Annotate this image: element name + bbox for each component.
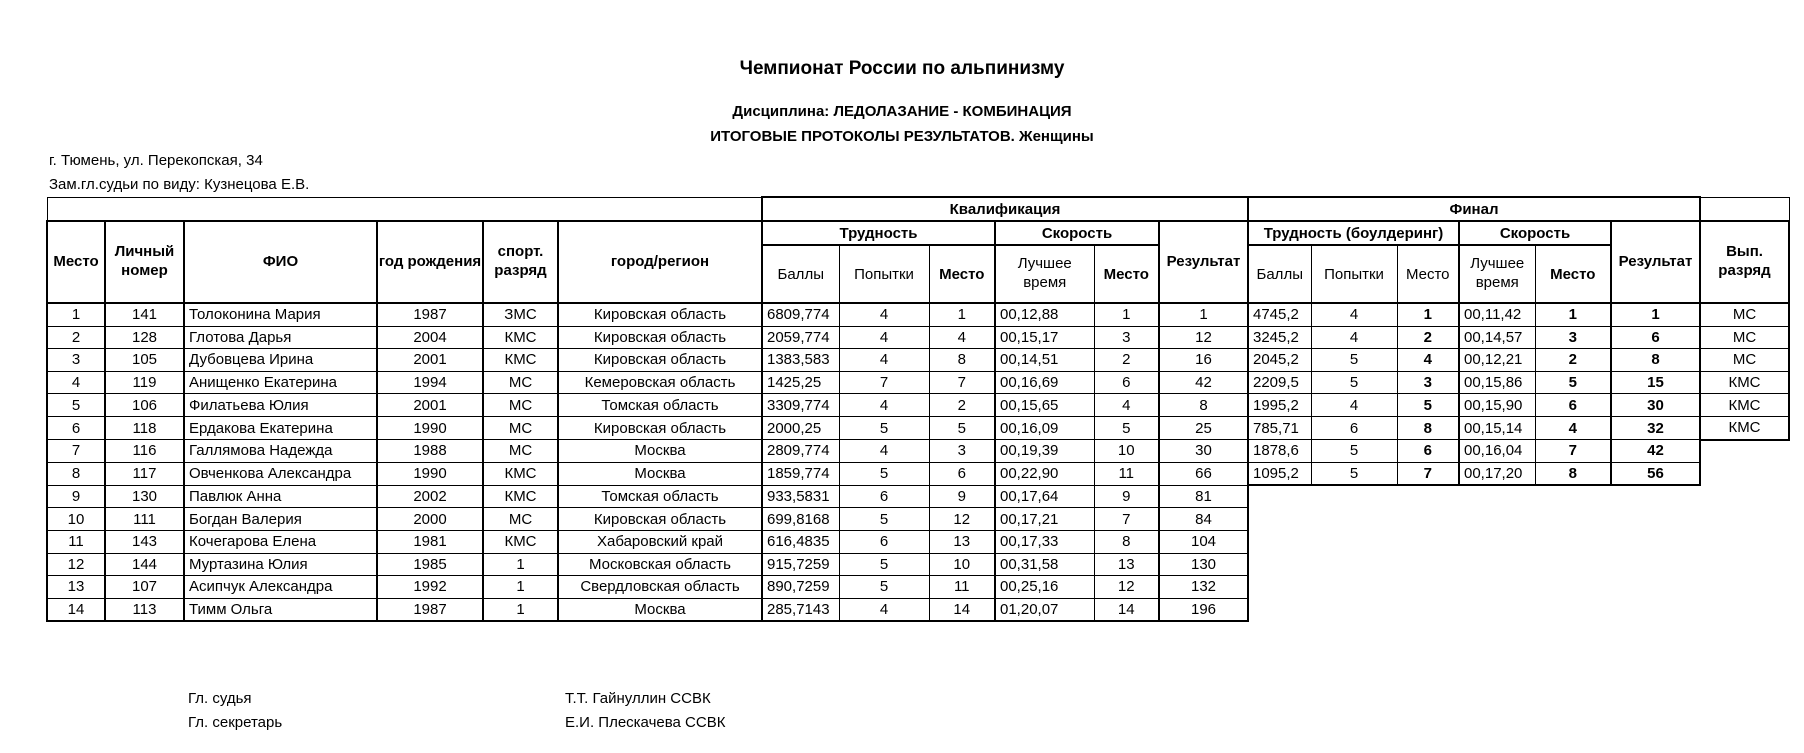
cell-q-res: 16 bbox=[1159, 349, 1248, 372]
cell-f-pts: 3245,2 bbox=[1248, 326, 1311, 349]
cell-q-pts: 2809,774 bbox=[762, 440, 839, 463]
cell-f-res: 8 bbox=[1611, 349, 1700, 372]
secretary-name: Е.И. Плескачева ССВК bbox=[565, 714, 726, 731]
cell-region: Кировская область bbox=[558, 416, 762, 439]
cell-q-time: 00,16,09 bbox=[995, 416, 1094, 439]
table-row bbox=[47, 485, 1789, 508]
cell-num: 130 bbox=[105, 485, 184, 508]
cell-q-res: 8 bbox=[1159, 394, 1248, 417]
table-row bbox=[47, 508, 1789, 531]
cell-q-splace: 5 bbox=[1094, 416, 1159, 439]
qual-attempts-header: Попытки bbox=[839, 245, 929, 303]
cell-num: 118 bbox=[105, 416, 184, 439]
cell-num: 111 bbox=[105, 508, 184, 531]
cell-awarded: КМС bbox=[1700, 371, 1789, 394]
cell-birth: 1987 bbox=[377, 598, 483, 621]
cell-region: Кемеровская область bbox=[558, 371, 762, 394]
cell-rank: МС bbox=[483, 371, 558, 394]
cell-rank: 1 bbox=[483, 553, 558, 576]
cell-f-att: 5 bbox=[1311, 440, 1397, 463]
cell-q-dplace: 10 bbox=[929, 553, 995, 576]
cell-q-pts: 2000,25 bbox=[762, 416, 839, 439]
results-table bbox=[46, 196, 1790, 622]
cell-q-dplace: 9 bbox=[929, 485, 995, 508]
qual-splace-header: Место bbox=[1094, 245, 1159, 303]
cell-region: Хабаровский край bbox=[558, 530, 762, 553]
cell-place: 5 bbox=[47, 394, 105, 417]
cell-q-splace: 6 bbox=[1094, 371, 1159, 394]
empty-final-area bbox=[1248, 508, 1789, 531]
cell-region: Кировская область bbox=[558, 303, 762, 326]
cell-f-att: 4 bbox=[1311, 394, 1397, 417]
cell-awarded: МС bbox=[1700, 326, 1789, 349]
cell-q-dplace: 4 bbox=[929, 326, 995, 349]
cell-name: Муртазина Юлия bbox=[184, 553, 377, 576]
cell-q-pts: 699,8168 bbox=[762, 508, 839, 531]
cell-f-att: 5 bbox=[1311, 462, 1397, 485]
cell-rank: КМС bbox=[483, 530, 558, 553]
cell-region: Москва bbox=[558, 462, 762, 485]
cell-q-att: 5 bbox=[839, 462, 929, 485]
cell-awarded bbox=[1700, 462, 1789, 485]
cell-q-res: 104 bbox=[1159, 530, 1248, 553]
cell-birth: 1992 bbox=[377, 576, 483, 599]
cell-f-res: 56 bbox=[1611, 462, 1700, 485]
cell-f-pts: 1878,6 bbox=[1248, 440, 1311, 463]
cell-q-splace: 14 bbox=[1094, 598, 1159, 621]
cell-q-res: 1 bbox=[1159, 303, 1248, 326]
cell-f-dplace: 6 bbox=[1397, 440, 1459, 463]
cell-birth: 2001 bbox=[377, 394, 483, 417]
cell-f-time: 00,15,90 bbox=[1459, 394, 1535, 417]
cell-f-splace: 7 bbox=[1535, 440, 1611, 463]
protocol-heading: ИТОГОВЫЕ ПРОТОКОЛЫ РЕЗУЛЬТАТОВ. Женщины bbox=[710, 128, 1094, 145]
cell-q-splace: 10 bbox=[1094, 440, 1159, 463]
cell-q-time: 00,17,21 bbox=[995, 508, 1094, 531]
cell-f-res: 1 bbox=[1611, 303, 1700, 326]
final-points-header: Баллы bbox=[1248, 245, 1311, 303]
cell-rank: МС bbox=[483, 508, 558, 531]
cell-num: 119 bbox=[105, 371, 184, 394]
header-spacer-right bbox=[1700, 197, 1789, 221]
cell-q-att: 5 bbox=[839, 553, 929, 576]
cell-awarded: КМС bbox=[1700, 394, 1789, 417]
cell-q-att: 6 bbox=[839, 530, 929, 553]
cell-region: Кировская область bbox=[558, 326, 762, 349]
cell-q-dplace: 7 bbox=[929, 371, 995, 394]
cell-q-att: 5 bbox=[839, 576, 929, 599]
cell-q-time: 01,20,07 bbox=[995, 598, 1094, 621]
cell-q-res: 30 bbox=[1159, 440, 1248, 463]
cell-q-res: 196 bbox=[1159, 598, 1248, 621]
cell-name: Овченкова Александра bbox=[184, 462, 377, 485]
cell-f-dplace: 3 bbox=[1397, 371, 1459, 394]
cell-region: Кировская область bbox=[558, 508, 762, 531]
cell-place: 4 bbox=[47, 371, 105, 394]
cell-name: Анищенко Екатерина bbox=[184, 371, 377, 394]
table-row bbox=[47, 394, 1789, 417]
cell-q-res: 132 bbox=[1159, 576, 1248, 599]
cell-num: 128 bbox=[105, 326, 184, 349]
cell-q-res: 81 bbox=[1159, 485, 1248, 508]
cell-name: Галлямова Надежда bbox=[184, 440, 377, 463]
cell-q-res: 12 bbox=[1159, 326, 1248, 349]
cell-f-dplace: 5 bbox=[1397, 394, 1459, 417]
cell-q-pts: 1859,774 bbox=[762, 462, 839, 485]
qualification-header: Квалификация bbox=[762, 197, 1248, 221]
cell-awarded bbox=[1700, 440, 1789, 463]
cell-f-time: 00,15,86 bbox=[1459, 371, 1535, 394]
cell-place: 8 bbox=[47, 462, 105, 485]
cell-f-att: 5 bbox=[1311, 371, 1397, 394]
cell-rank: МС bbox=[483, 394, 558, 417]
empty-final-area bbox=[1248, 485, 1789, 508]
cell-q-time: 00,31,58 bbox=[995, 553, 1094, 576]
cell-name: Глотова Дарья bbox=[184, 326, 377, 349]
cell-birth: 2004 bbox=[377, 326, 483, 349]
cell-place: 3 bbox=[47, 349, 105, 372]
cell-region: Московская область bbox=[558, 553, 762, 576]
cell-q-splace: 2 bbox=[1094, 349, 1159, 372]
cell-q-time: 00,16,69 bbox=[995, 371, 1094, 394]
cell-rank: КМС bbox=[483, 349, 558, 372]
cell-awarded: КМС bbox=[1700, 416, 1789, 439]
cell-f-att: 6 bbox=[1311, 416, 1397, 439]
cell-name: Асипчук Александра bbox=[184, 576, 377, 599]
cell-birth: 2000 bbox=[377, 508, 483, 531]
empty-final-area bbox=[1248, 530, 1789, 553]
table-row bbox=[47, 303, 1789, 326]
table-row bbox=[47, 462, 1789, 485]
cell-q-att: 4 bbox=[839, 303, 929, 326]
cell-q-time: 00,22,90 bbox=[995, 462, 1094, 485]
cell-birth: 1985 bbox=[377, 553, 483, 576]
empty-final-area bbox=[1248, 576, 1789, 599]
cell-q-dplace: 11 bbox=[929, 576, 995, 599]
cell-rank: 1 bbox=[483, 576, 558, 599]
cell-q-pts: 1425,25 bbox=[762, 371, 839, 394]
cell-f-dplace: 8 bbox=[1397, 416, 1459, 439]
col-number: Личный номер bbox=[105, 221, 184, 303]
final-attempts-header: Попытки bbox=[1311, 245, 1397, 303]
cell-rank: ЗМС bbox=[483, 303, 558, 326]
qual-difficulty-header: Трудность bbox=[762, 221, 995, 245]
cell-place: 13 bbox=[47, 576, 105, 599]
cell-name: Павлюк Анна bbox=[184, 485, 377, 508]
cell-num: 105 bbox=[105, 349, 184, 372]
cell-f-dplace: 1 bbox=[1397, 303, 1459, 326]
qual-dplace-header: Место bbox=[929, 245, 995, 303]
cell-place: 7 bbox=[47, 440, 105, 463]
cell-q-att: 7 bbox=[839, 371, 929, 394]
final-dplace-header: Место bbox=[1397, 245, 1459, 303]
secretary-label: Гл. секретарь bbox=[188, 714, 283, 731]
cell-f-res: 6 bbox=[1611, 326, 1700, 349]
cell-q-splace: 11 bbox=[1094, 462, 1159, 485]
final-result-header: Результат bbox=[1611, 221, 1700, 303]
qual-time-header: Лучшее время bbox=[995, 245, 1094, 303]
cell-f-pts: 2209,5 bbox=[1248, 371, 1311, 394]
cell-f-pts: 1095,2 bbox=[1248, 462, 1311, 485]
cell-birth: 1981 bbox=[377, 530, 483, 553]
cell-f-splace: 5 bbox=[1535, 371, 1611, 394]
cell-q-pts: 616,4835 bbox=[762, 530, 839, 553]
cell-f-att: 4 bbox=[1311, 303, 1397, 326]
cell-q-time: 00,12,88 bbox=[995, 303, 1094, 326]
cell-q-att: 5 bbox=[839, 508, 929, 531]
cell-q-splace: 4 bbox=[1094, 394, 1159, 417]
cell-q-dplace: 2 bbox=[929, 394, 995, 417]
cell-q-pts: 6809,774 bbox=[762, 303, 839, 326]
empty-final-area bbox=[1248, 553, 1789, 576]
cell-q-dplace: 14 bbox=[929, 598, 995, 621]
cell-f-pts: 4745,2 bbox=[1248, 303, 1311, 326]
cell-q-res: 42 bbox=[1159, 371, 1248, 394]
cell-q-dplace: 6 bbox=[929, 462, 995, 485]
cell-f-att: 4 bbox=[1311, 326, 1397, 349]
cell-name: Кочегарова Елена bbox=[184, 530, 377, 553]
cell-name: Богдан Валерия bbox=[184, 508, 377, 531]
cell-region: Томская область bbox=[558, 485, 762, 508]
cell-q-res: 84 bbox=[1159, 508, 1248, 531]
table-row bbox=[47, 598, 1789, 621]
cell-num: 116 bbox=[105, 440, 184, 463]
cell-q-dplace: 8 bbox=[929, 349, 995, 372]
cell-f-time: 00,17,20 bbox=[1459, 462, 1535, 485]
qual-speed-header: Скорость bbox=[995, 221, 1159, 245]
cell-q-splace: 8 bbox=[1094, 530, 1159, 553]
cell-birth: 1994 bbox=[377, 371, 483, 394]
table-row bbox=[47, 576, 1789, 599]
cell-q-dplace: 1 bbox=[929, 303, 995, 326]
cell-birth: 1990 bbox=[377, 462, 483, 485]
cell-q-splace: 1 bbox=[1094, 303, 1159, 326]
cell-q-pts: 915,7259 bbox=[762, 553, 839, 576]
cell-f-res: 30 bbox=[1611, 394, 1700, 417]
cell-q-att: 4 bbox=[839, 394, 929, 417]
cell-name: Ердакова Екатерина bbox=[184, 416, 377, 439]
cell-q-dplace: 3 bbox=[929, 440, 995, 463]
cell-rank: 1 bbox=[483, 598, 558, 621]
cell-f-res: 32 bbox=[1611, 416, 1700, 439]
page-title: Чемпионат России по альпинизму bbox=[739, 58, 1065, 79]
table-row bbox=[47, 553, 1789, 576]
final-splace-header: Место bbox=[1535, 245, 1611, 303]
cell-q-pts: 933,5831 bbox=[762, 485, 839, 508]
cell-birth: 2001 bbox=[377, 349, 483, 372]
cell-q-pts: 285,7143 bbox=[762, 598, 839, 621]
col-rank: спорт. разряд bbox=[483, 221, 558, 303]
col-name: ФИО bbox=[184, 221, 377, 303]
cell-num: 117 bbox=[105, 462, 184, 485]
final-speed-header: Скорость bbox=[1459, 221, 1611, 245]
cell-num: 141 bbox=[105, 303, 184, 326]
cell-place: 9 bbox=[47, 485, 105, 508]
cell-f-splace: 4 bbox=[1535, 416, 1611, 439]
col-region: город/регион bbox=[558, 221, 762, 303]
table-row bbox=[47, 371, 1789, 394]
awarded-rank-header: Вып. разряд bbox=[1700, 221, 1789, 303]
final-time-header: Лучшее время bbox=[1459, 245, 1535, 303]
cell-q-pts: 2059,774 bbox=[762, 326, 839, 349]
cell-awarded: МС bbox=[1700, 349, 1789, 372]
cell-q-time: 00,19,39 bbox=[995, 440, 1094, 463]
cell-q-time: 00,15,65 bbox=[995, 394, 1094, 417]
cell-f-pts: 1995,2 bbox=[1248, 394, 1311, 417]
cell-birth: 1990 bbox=[377, 416, 483, 439]
cell-f-splace: 8 bbox=[1535, 462, 1611, 485]
cell-q-att: 4 bbox=[839, 440, 929, 463]
cell-f-pts: 785,71 bbox=[1248, 416, 1311, 439]
header-spacer bbox=[47, 197, 762, 221]
col-place: Место bbox=[47, 221, 105, 303]
cell-awarded: МС bbox=[1700, 303, 1789, 326]
table-row bbox=[47, 416, 1789, 439]
cell-name: Филатьева Юлия bbox=[184, 394, 377, 417]
cell-place: 10 bbox=[47, 508, 105, 531]
cell-f-res: 42 bbox=[1611, 440, 1700, 463]
cell-q-time: 00,14,51 bbox=[995, 349, 1094, 372]
cell-f-att: 5 bbox=[1311, 349, 1397, 372]
cell-q-att: 4 bbox=[839, 349, 929, 372]
cell-q-res: 66 bbox=[1159, 462, 1248, 485]
cell-q-splace: 3 bbox=[1094, 326, 1159, 349]
cell-f-splace: 3 bbox=[1535, 326, 1611, 349]
chief-judge-label: Гл. судья bbox=[188, 690, 252, 707]
cell-rank: МС bbox=[483, 440, 558, 463]
cell-f-splace: 1 bbox=[1535, 303, 1611, 326]
cell-q-pts: 3309,774 bbox=[762, 394, 839, 417]
cell-q-time: 00,25,16 bbox=[995, 576, 1094, 599]
cell-f-splace: 6 bbox=[1535, 394, 1611, 417]
cell-num: 143 bbox=[105, 530, 184, 553]
final-difficulty-header: Трудность (боулдеринг) bbox=[1248, 221, 1459, 245]
cell-region: Кировская область bbox=[558, 349, 762, 372]
discipline-heading: Дисциплина: ЛЕДОЛАЗАНИЕ - КОМБИНАЦИЯ bbox=[732, 103, 1072, 120]
cell-birth: 1988 bbox=[377, 440, 483, 463]
cell-q-pts: 1383,583 bbox=[762, 349, 839, 372]
cell-place: 11 bbox=[47, 530, 105, 553]
cell-q-time: 00,17,33 bbox=[995, 530, 1094, 553]
cell-num: 144 bbox=[105, 553, 184, 576]
qual-points-header: Баллы bbox=[762, 245, 839, 303]
venue-address: г. Тюмень, ул. Перекопская, 34 bbox=[49, 152, 263, 169]
cell-f-dplace: 4 bbox=[1397, 349, 1459, 372]
cell-q-res: 25 bbox=[1159, 416, 1248, 439]
cell-q-att: 4 bbox=[839, 598, 929, 621]
cell-f-time: 00,16,04 bbox=[1459, 440, 1535, 463]
cell-place: 12 bbox=[47, 553, 105, 576]
cell-f-time: 00,11,42 bbox=[1459, 303, 1535, 326]
col-birth: год рождения bbox=[377, 221, 483, 303]
cell-q-att: 5 bbox=[839, 416, 929, 439]
cell-q-time: 00,17,64 bbox=[995, 485, 1094, 508]
cell-region: Москва bbox=[558, 440, 762, 463]
cell-q-dplace: 13 bbox=[929, 530, 995, 553]
table-row bbox=[47, 326, 1789, 349]
cell-f-time: 00,14,57 bbox=[1459, 326, 1535, 349]
cell-f-pts: 2045,2 bbox=[1248, 349, 1311, 372]
cell-place: 2 bbox=[47, 326, 105, 349]
cell-f-dplace: 2 bbox=[1397, 326, 1459, 349]
cell-name: Толоконина Мария bbox=[184, 303, 377, 326]
cell-place: 14 bbox=[47, 598, 105, 621]
cell-f-time: 00,15,14 bbox=[1459, 416, 1535, 439]
cell-region: Москва bbox=[558, 598, 762, 621]
cell-place: 6 bbox=[47, 416, 105, 439]
cell-q-splace: 13 bbox=[1094, 553, 1159, 576]
cell-num: 113 bbox=[105, 598, 184, 621]
cell-region: Томская область bbox=[558, 394, 762, 417]
cell-place: 1 bbox=[47, 303, 105, 326]
cell-q-att: 6 bbox=[839, 485, 929, 508]
cell-f-dplace: 7 bbox=[1397, 462, 1459, 485]
cell-birth: 1987 bbox=[377, 303, 483, 326]
cell-q-att: 4 bbox=[839, 326, 929, 349]
cell-q-dplace: 5 bbox=[929, 416, 995, 439]
cell-num: 107 bbox=[105, 576, 184, 599]
cell-name: Тимм Ольга bbox=[184, 598, 377, 621]
table-row bbox=[47, 349, 1789, 372]
cell-q-splace: 9 bbox=[1094, 485, 1159, 508]
table-row bbox=[47, 440, 1789, 463]
cell-name: Дубовцева Ирина bbox=[184, 349, 377, 372]
cell-rank: КМС bbox=[483, 326, 558, 349]
deputy-judge: Зам.гл.судьи по виду: Кузнецова Е.В. bbox=[49, 176, 310, 193]
cell-q-splace: 12 bbox=[1094, 576, 1159, 599]
cell-rank: КМС bbox=[483, 485, 558, 508]
cell-num: 106 bbox=[105, 394, 184, 417]
cell-q-dplace: 12 bbox=[929, 508, 995, 531]
empty-final-area bbox=[1248, 598, 1789, 621]
chief-judge-name: Т.Т. Гайнуллин ССВК bbox=[565, 690, 711, 707]
cell-f-time: 00,12,21 bbox=[1459, 349, 1535, 372]
cell-region: Свердловская область bbox=[558, 576, 762, 599]
qual-result-header: Результат bbox=[1159, 221, 1248, 303]
cell-q-res: 130 bbox=[1159, 553, 1248, 576]
cell-rank: МС bbox=[483, 416, 558, 439]
table-row bbox=[47, 530, 1789, 553]
cell-f-res: 15 bbox=[1611, 371, 1700, 394]
cell-q-pts: 890,7259 bbox=[762, 576, 839, 599]
cell-f-splace: 2 bbox=[1535, 349, 1611, 372]
cell-q-splace: 7 bbox=[1094, 508, 1159, 531]
cell-birth: 2002 bbox=[377, 485, 483, 508]
cell-q-time: 00,15,17 bbox=[995, 326, 1094, 349]
final-header: Финал bbox=[1248, 197, 1700, 221]
cell-rank: КМС bbox=[483, 462, 558, 485]
